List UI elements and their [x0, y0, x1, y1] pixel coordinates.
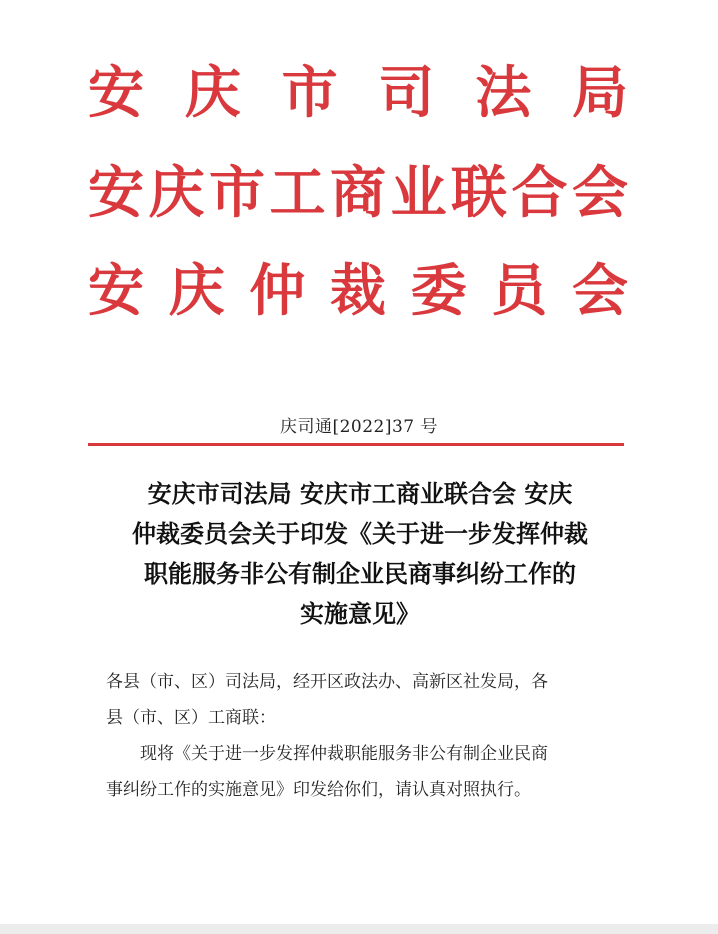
org-char: 庆: [148, 160, 205, 226]
document-title: [100, 474, 620, 634]
org-name-federation-of-industry-commerce: [88, 158, 628, 228]
org-char: 局: [571, 60, 628, 126]
org-name-arbitration-commission: [88, 256, 628, 326]
body-paragraph-line: 现将《关于进一步发挥仲裁职能服务非公有制企业民商: [140, 744, 548, 764]
org-char: 会: [572, 160, 628, 226]
org-char: 市: [209, 160, 265, 226]
recipients-line: 各县（市、区）司法局，经开区政法办、高新区社发局，各: [106, 672, 548, 692]
org-char: 安: [88, 60, 144, 126]
org-char: 员: [491, 258, 548, 324]
title-line: 实施意见》: [300, 599, 420, 628]
org-char: 会: [571, 258, 628, 324]
recipients-line: 县（市、区）工商联：: [106, 708, 276, 728]
document-number: 庆司通[2022]37 号: [279, 417, 439, 437]
org-char: 仲: [249, 258, 306, 324]
org-char: 市: [281, 60, 338, 126]
org-char: 庆: [168, 258, 225, 324]
body-paragraph-line: 事纠纷工作的实施意见》印发给你们，请认真对照执行。: [106, 780, 531, 800]
org-char: 业: [390, 160, 447, 226]
org-char: 庆: [184, 60, 241, 126]
title-line: 安庆市司法局 安庆市工商业联合会 安庆: [147, 479, 573, 508]
page-bottom-strip: [0, 924, 718, 934]
org-char: 工: [269, 160, 326, 226]
org-name-justice-bureau: [88, 58, 628, 128]
org-char: 安: [88, 258, 144, 324]
org-char: 联: [451, 160, 507, 226]
org-char: 裁: [329, 258, 386, 324]
org-char: 委: [410, 258, 467, 324]
title-line: 仲裁委员会关于印发《关于进一步发挥仲裁: [132, 519, 588, 548]
red-divider-line: [88, 443, 624, 446]
org-char: 司: [378, 60, 435, 126]
org-char: 商: [330, 160, 386, 226]
org-char: 法: [475, 60, 532, 126]
org-char: 合: [511, 160, 568, 226]
org-char: 安: [88, 160, 144, 226]
title-line: 职能服务非公有制企业民商事纠纷工作的: [144, 559, 576, 588]
